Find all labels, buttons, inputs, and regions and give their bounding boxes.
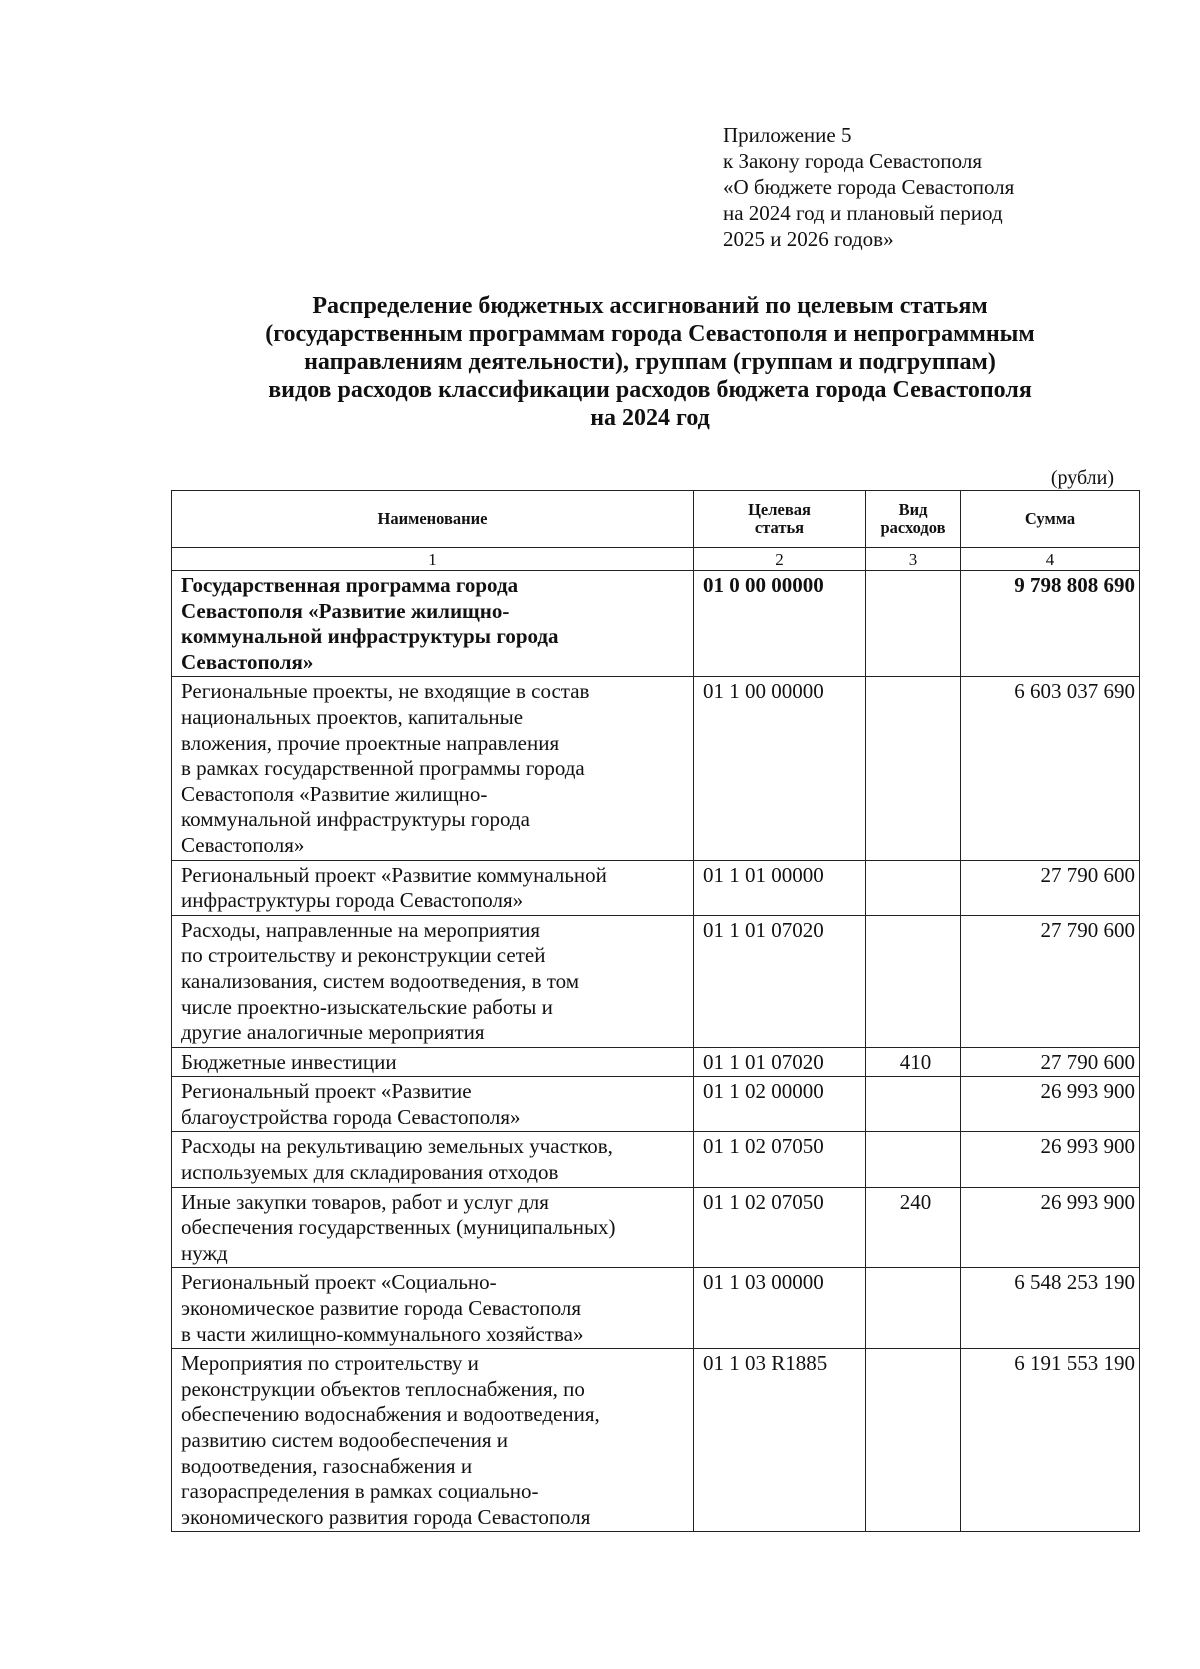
row-name-line: числе проектно-изыскательские работы и xyxy=(181,994,553,1019)
title-line: Распределение бюджетных ассигнований по целевым статьям xyxy=(312,293,988,319)
row-name-line: национальных проектов, капитальные xyxy=(181,704,524,729)
appendix-line: Приложение 5 xyxy=(723,123,852,147)
row-name-line: канализования, систем водоотведения, в том xyxy=(181,968,580,993)
table-row xyxy=(172,1268,1140,1349)
row-name-line: реконструкции объектов теплоснабжения, по xyxy=(181,1376,585,1401)
table-row xyxy=(172,1077,1140,1132)
column-number: 3 xyxy=(866,548,961,571)
row-amount: 26 993 900 xyxy=(961,1132,1140,1187)
row-name xyxy=(172,1077,694,1132)
row-name-line: Региональные проекты, не входящие в состав xyxy=(181,679,590,704)
row-name xyxy=(172,1187,694,1268)
row-expense-type xyxy=(866,1077,961,1132)
appendix-note xyxy=(723,122,1014,252)
row-target-code: 01 1 01 07020 xyxy=(694,1047,866,1077)
row-name xyxy=(172,1132,694,1187)
row-amount: 26 993 900 xyxy=(961,1187,1140,1268)
table-row xyxy=(172,1047,1140,1077)
row-name-line: экономического развития города Севастополя xyxy=(181,1504,591,1529)
row-name xyxy=(172,1349,694,1532)
row-expense-type xyxy=(866,860,961,915)
row-amount: 6 191 553 190 xyxy=(961,1349,1140,1532)
appendix-line: 2025 и 2026 годов» xyxy=(723,227,894,251)
row-amount: 6 603 037 690 xyxy=(961,677,1140,860)
row-amount: 6 548 253 190 xyxy=(961,1268,1140,1349)
row-name xyxy=(172,1268,694,1349)
header-code: Целевая статья xyxy=(694,491,866,548)
row-amount: 27 790 600 xyxy=(961,1047,1140,1077)
budget-table xyxy=(171,490,1140,1532)
row-name-line: Мероприятия по строительству и xyxy=(181,1351,479,1376)
row-name xyxy=(172,915,694,1047)
header-sum: Сумма xyxy=(961,491,1140,548)
row-target-code: 01 1 02 07050 xyxy=(694,1187,866,1268)
title-line: (государственным программам города Севастополя и непрограммным xyxy=(265,321,1035,347)
row-expense-type xyxy=(866,677,961,860)
document-title xyxy=(170,292,1130,432)
row-amount: 26 993 900 xyxy=(961,1077,1140,1132)
row-name-line: вложения, прочие проектные направления xyxy=(181,730,560,755)
row-name xyxy=(172,1047,694,1077)
row-expense-type xyxy=(866,1268,961,1349)
table-row xyxy=(172,860,1140,915)
row-expense-type xyxy=(866,1349,961,1532)
row-amount: 9 798 808 690 xyxy=(961,571,1140,677)
budget-table-body xyxy=(172,571,1140,1532)
title-line: видов расходов классификации расходов бюджета города Севастополя xyxy=(268,377,1032,403)
row-name-line: Севастополя «Развитие жилищно- xyxy=(181,781,488,806)
row-name-line: Региональный проект «Развитие xyxy=(181,1079,472,1104)
row-name xyxy=(172,571,694,677)
table-row xyxy=(172,915,1140,1047)
title-line: направлениям деятельности), группам (группам и подгруппам) xyxy=(304,349,996,375)
row-target-code: 01 1 02 07050 xyxy=(694,1132,866,1187)
row-name xyxy=(172,677,694,860)
row-name-line: Иные закупки товаров, работ и услуг для xyxy=(181,1189,549,1214)
row-name-line: Севастополя» xyxy=(181,649,314,674)
row-name-line: Региональный проект «Социально- xyxy=(181,1270,497,1295)
table-row xyxy=(172,571,1140,677)
row-target-code: 01 1 01 07020 xyxy=(694,915,866,1047)
header-vid: Вид расходов xyxy=(866,491,961,548)
row-name-line: развитию систем водообеспечения и xyxy=(181,1428,509,1452)
row-name-line: коммунальной инфраструктуры города xyxy=(181,624,559,649)
row-name-line: газораспределения в рамках социально- xyxy=(181,1479,539,1504)
column-number: 1 xyxy=(172,548,694,571)
row-name-line: инфраструктуры города Севастополя» xyxy=(181,888,524,913)
row-expense-type: 240 xyxy=(866,1187,961,1268)
row-name-line: в рамках государственной программы города xyxy=(181,756,585,781)
row-target-code: 01 1 03 R1885 xyxy=(694,1349,866,1532)
row-name-line: экономическое развитие города Севастополя xyxy=(181,1296,582,1321)
header-name: Наименование xyxy=(172,491,694,548)
row-target-code: 01 1 02 00000 xyxy=(694,1077,866,1132)
row-name-line: Бюджетные инвестиции xyxy=(181,1049,397,1074)
column-number-row xyxy=(172,548,1140,571)
appendix-line: «О бюджете города Севастополя xyxy=(723,175,1015,199)
column-number: 2 xyxy=(694,548,866,571)
row-name-line: обеспечению водоснабжения и водоотведения, xyxy=(181,1402,600,1427)
row-name-line: Расходы, направленные на мероприятия xyxy=(181,917,540,942)
row-amount: 27 790 600 xyxy=(961,860,1140,915)
row-target-code: 01 0 00 00000 xyxy=(694,571,866,677)
row-name-line: Расходы на рекультивацию земельных участков, xyxy=(181,1134,613,1159)
table-header-row xyxy=(172,491,1140,548)
row-name-line: Региональный проект «Развитие коммунальной xyxy=(181,862,607,887)
units-label: (рубли) xyxy=(1050,467,1114,489)
row-expense-type xyxy=(866,915,961,1047)
title-line: на 2024 год xyxy=(590,405,710,431)
row-name-line: Севастополя» xyxy=(181,832,305,857)
row-expense-type xyxy=(866,1132,961,1187)
row-name-line: водоотведения, газоснабжения и xyxy=(181,1453,473,1478)
row-name-line: по строительству и реконструкции сетей xyxy=(181,943,546,968)
table-row xyxy=(172,1187,1140,1268)
row-name-line: Севастополя «Развитие жилищно- xyxy=(181,598,510,623)
table-row xyxy=(172,677,1140,860)
row-name-line: благоустройства города Севастополя» xyxy=(181,1104,521,1129)
table-row xyxy=(172,1349,1140,1532)
row-name-line: в части жилищно-коммунального хозяйства» xyxy=(181,1321,584,1346)
row-name-line: обеспечения государственных (муниципальных) xyxy=(181,1215,616,1240)
row-name xyxy=(172,860,694,915)
row-target-code: 01 1 01 00000 xyxy=(694,860,866,915)
row-name-line: Государственная программа города xyxy=(181,573,519,597)
row-expense-type: 410 xyxy=(866,1047,961,1077)
appendix-line: к Закону города Севастополя xyxy=(723,149,983,173)
appendix-line: на 2024 год и плановый период xyxy=(723,201,1003,225)
column-number: 4 xyxy=(961,548,1140,571)
row-name-line: нужд xyxy=(181,1240,228,1265)
row-name-line: коммунальной инфраструктуры города xyxy=(181,807,530,832)
row-amount: 27 790 600 xyxy=(961,915,1140,1047)
row-target-code: 01 1 03 00000 xyxy=(694,1268,866,1349)
table-row xyxy=(172,1132,1140,1187)
row-name-line: используемых для складирования отходов xyxy=(181,1160,559,1185)
row-name-line: другие аналогичные мероприятия xyxy=(181,1020,485,1045)
row-target-code: 01 1 00 00000 xyxy=(694,677,866,860)
row-expense-type xyxy=(866,571,961,677)
